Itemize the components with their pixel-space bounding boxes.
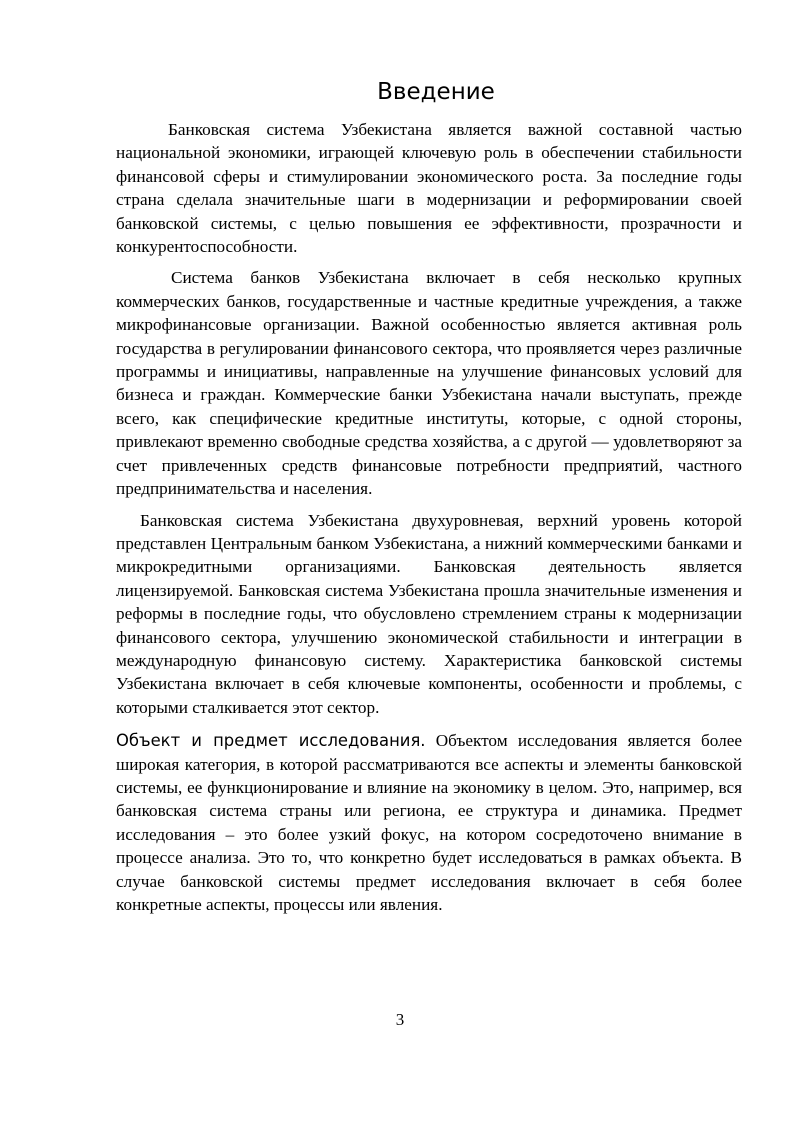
page-number: 3 (395, 1010, 405, 1029)
object-subject-text: Объектом исследования является более широкая категория, в которой рассматриваются все аспекты и элементы банковской системы, ее функционирование и влияние на экономику в целом. Это, например, вся банковская система страны или региона, ее структура и динамика. Предмет исследования – это более узкий фокус, на котором сосредоточено внимание в процессе анализа. Это то, что конкретно будет исследоваться в рамках объекта. В случае банковской системы предмет исследования включает в себя более конкретные аспекты, процессы или явления. (116, 731, 742, 914)
paragraph-intro: Банковская система Узбекистана является важной составной частью национальной экономики, играющей ключевую роль в обеспечении стабильности финансовой сферы и стимулировании экономического роста. За последние годы страна сделала значительные шаги в модернизации и реформировании своей банковской системы, с целью повышения ее эффективности, прозрачности и конкурентоспособности. (116, 120, 742, 257)
paragraph-object-subject (116, 729, 742, 916)
paragraph-two-tier: Банковская система Узбекистана двухуровневая, верхний уровень которой представлен Центральным банком Узбекистана, а нижний коммерческими банками и микрокредитными организациями. Банковская деятельность является лицензируемой. Банковская система Узбекистана прошла значительные изменения и реформы в последние годы, что обусловлено стремлением страны к модернизации финансового сектора, улучшению экономической стабильности и интеграции в международную финансовую систему. Характеристика банковской системы Узбекистана включает в себя ключевые компоненты, особенности и проблемы, с которыми сталкивается этот сектор. (116, 510, 742, 717)
section-heading-object-subject: Объект и предмет исследования. (116, 731, 426, 751)
page-title: Введение (377, 79, 495, 105)
paragraph-bank-system: Система банков Узбекистана включает в себя несколько крупных коммерческих банков, государственные и частные кредитные учреждения, а также микрофинансовые организации. Важной особенностью является активная роль государства в регулировании финансового сектора, что проявляется через различные программы и инициативы, направленные на улучшение финансовых условий для бизнеса и граждан. Коммерческие банки Узбекистана начали выступать, прежде всего, как специфические кредитные институты, которые, с одной стороны, привлекают временно свободные средства хозяйства, а с другой — удовлетворяют за счет привлеченных средств финансовые потребности предприятий, частного предпринимательства и населения. (116, 268, 742, 499)
page-content (116, 76, 742, 924)
